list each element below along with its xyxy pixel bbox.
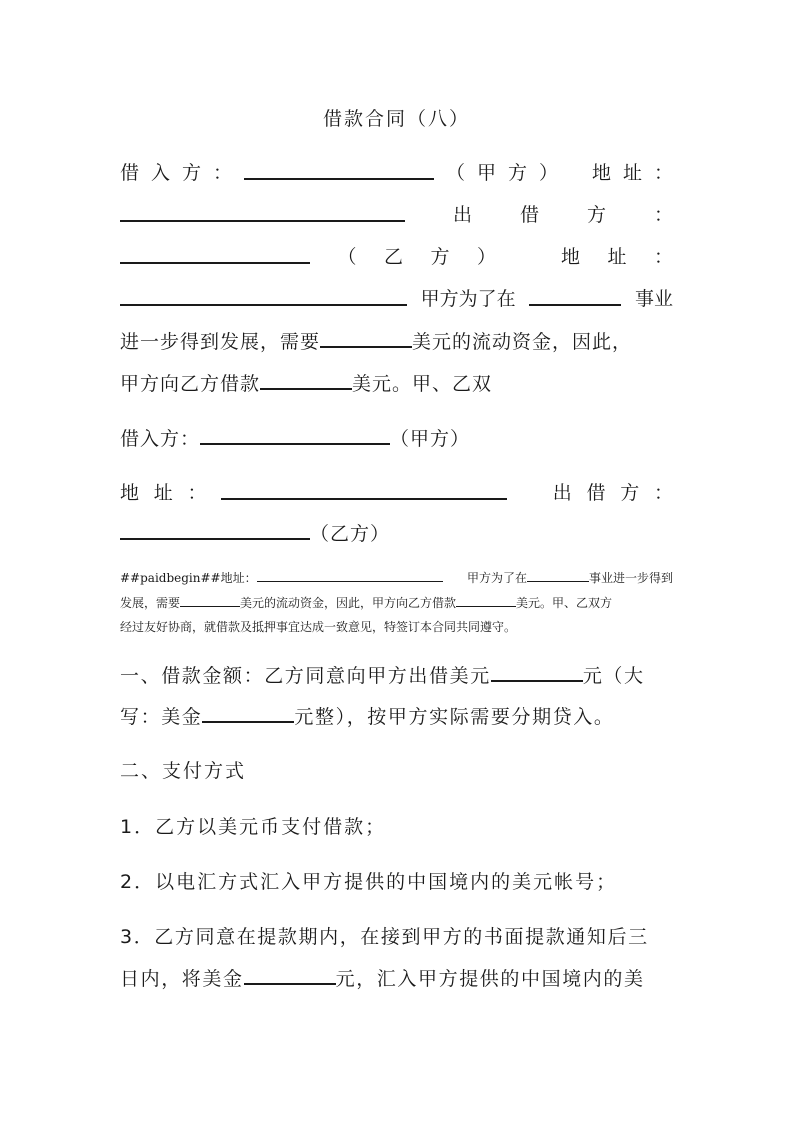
borrower-blank[interactable] (200, 423, 390, 445)
small-capital-blank[interactable] (180, 593, 240, 607)
payment-item-3: 3．乙方同意在提款期内，在接到甲方的书面提款通知后三 (120, 926, 649, 948)
small-business-blank[interactable] (527, 568, 589, 582)
business-blank[interactable] (529, 284, 621, 306)
loan-request-line: 甲方向乙方借款 美元。甲、乙双 (120, 368, 673, 398)
payment-method-heading: 二、支付方式 (120, 760, 247, 782)
capital-amount-blank[interactable] (320, 326, 412, 348)
loan-words-blank[interactable] (202, 701, 294, 723)
borrower-address-blank[interactable] (120, 200, 405, 222)
borrower-header-line: 借 入 方 ： （ 甲 方 ） 地 址 ： (120, 158, 673, 188)
small-print-line-2: 发展，需要 美元的流动资金，因此，甲方向乙方借款 美元。甲、乙双方 (120, 593, 673, 613)
lender-party-line: （ 乙 方 ） 地 址 ： (120, 242, 673, 272)
purpose-line: 甲方为了在 事业 (120, 284, 673, 314)
capital-need-line: 进一步得到发展，需要 美元的流动资金，因此， (120, 326, 673, 356)
small-print-line-3: 经过友好协商，就借款及抵押事宜达成一致意见，特签订本合同共同遵守。 (120, 620, 517, 634)
small-loan-blank[interactable] (456, 593, 516, 607)
loan-amount-clause: 一、借款金额：乙方同意向甲方出借美元 元（大 (120, 660, 673, 690)
small-address-blank[interactable] (257, 568, 443, 582)
lender-blank[interactable] (120, 518, 310, 540)
small-print-line-1: ##paidbegin##地址： 甲方为了在 事业进一步得到 (120, 568, 673, 588)
lender-header-line: 出 借 方 ： (120, 200, 673, 230)
borrower-name-blank[interactable] (244, 158, 434, 180)
loan-usd-blank[interactable] (491, 660, 583, 682)
payment-item-2: 2．以电汇方式汇入甲方提供的中国境内的美元帐号； (120, 871, 618, 893)
lender-address-blank[interactable] (120, 284, 407, 306)
address-blank[interactable] (221, 478, 507, 500)
lender-line: （乙方） (120, 518, 673, 548)
loan-amount-blank[interactable] (260, 368, 352, 390)
document-title: 借款合同（八） (322, 108, 470, 130)
address-lender-line: 地 址 ： 出 借 方 ： (120, 478, 673, 508)
borrower-line: 借入方： （甲方） (120, 423, 673, 453)
loan-amount-words-clause: 写：美金 元整），按甲方实际需要分期贷入。 (120, 701, 673, 731)
lender-name-blank[interactable] (120, 242, 310, 264)
payment-item-3-cont: 日内，将美金 元，汇入甲方提供的中国境内的美 (120, 963, 673, 993)
payment-item-1: 1．乙方以美元币支付借款； (120, 816, 387, 838)
transfer-amount-blank[interactable] (244, 963, 336, 985)
